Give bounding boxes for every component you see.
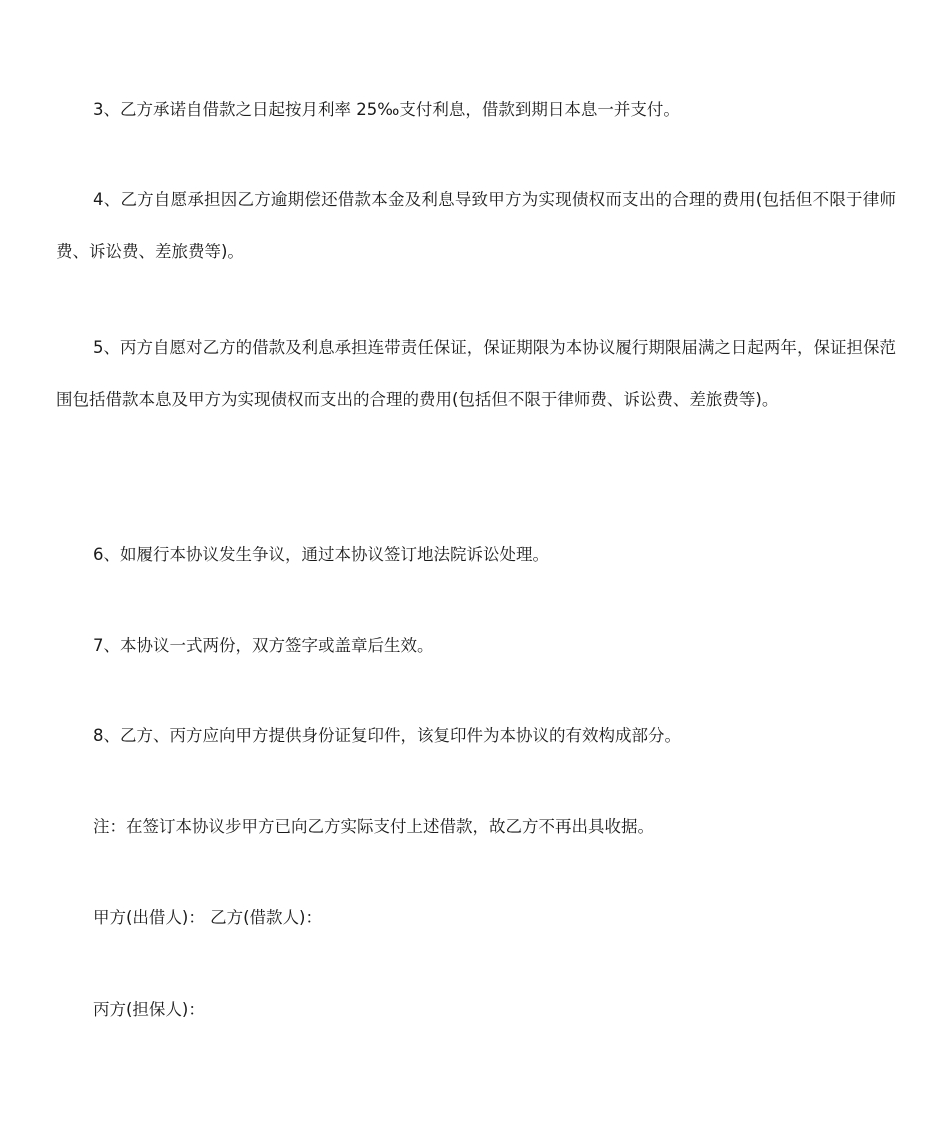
signature-line-lender-borrower: 甲方(出借人)： 乙方(借款人)： bbox=[93, 908, 322, 927]
clause-4-overdue-costs: 4、乙方自愿承担因乙方逾期偿还借款本金及利息导致甲方为实现债权而支出的合理的费用(包括但不限于律师费、诉讼费、差旅费等)。 bbox=[56, 190, 896, 261]
signature-line-guarantor: 丙方(担保人)： bbox=[93, 1000, 205, 1019]
clause-5-guarantee: 5、丙方自愿对乙方的借款及利息承担连带责任保证，保证期限为本协议履行期限届满之日起两年，保证担保范围包括借款本息及甲方为实现债权而支出的合理的费用(包括但不限于律师费、诉讼费、差旅费等)。 bbox=[56, 338, 896, 409]
note-paragraph: 注：在签订本协议步甲方已向乙方实际支付上述借款，故乙方不再出具收据。 bbox=[93, 817, 654, 836]
clause-8-id-copies: 8、乙方、丙方应向甲方提供身份证复印件，该复印件为本协议的有效构成部分。 bbox=[93, 726, 681, 745]
clause-7-copies: 7、本协议一式两份，双方签字或盖章后生效。 bbox=[93, 636, 434, 655]
clause-6-dispute: 6、如履行本协议发生争议，通过本协议签订地法院诉讼处理。 bbox=[93, 545, 549, 564]
clause-3-interest: 3、乙方承诺自借款之日起按月利率 25‰支付利息，借款到期日本息一并支付。 bbox=[93, 100, 680, 119]
